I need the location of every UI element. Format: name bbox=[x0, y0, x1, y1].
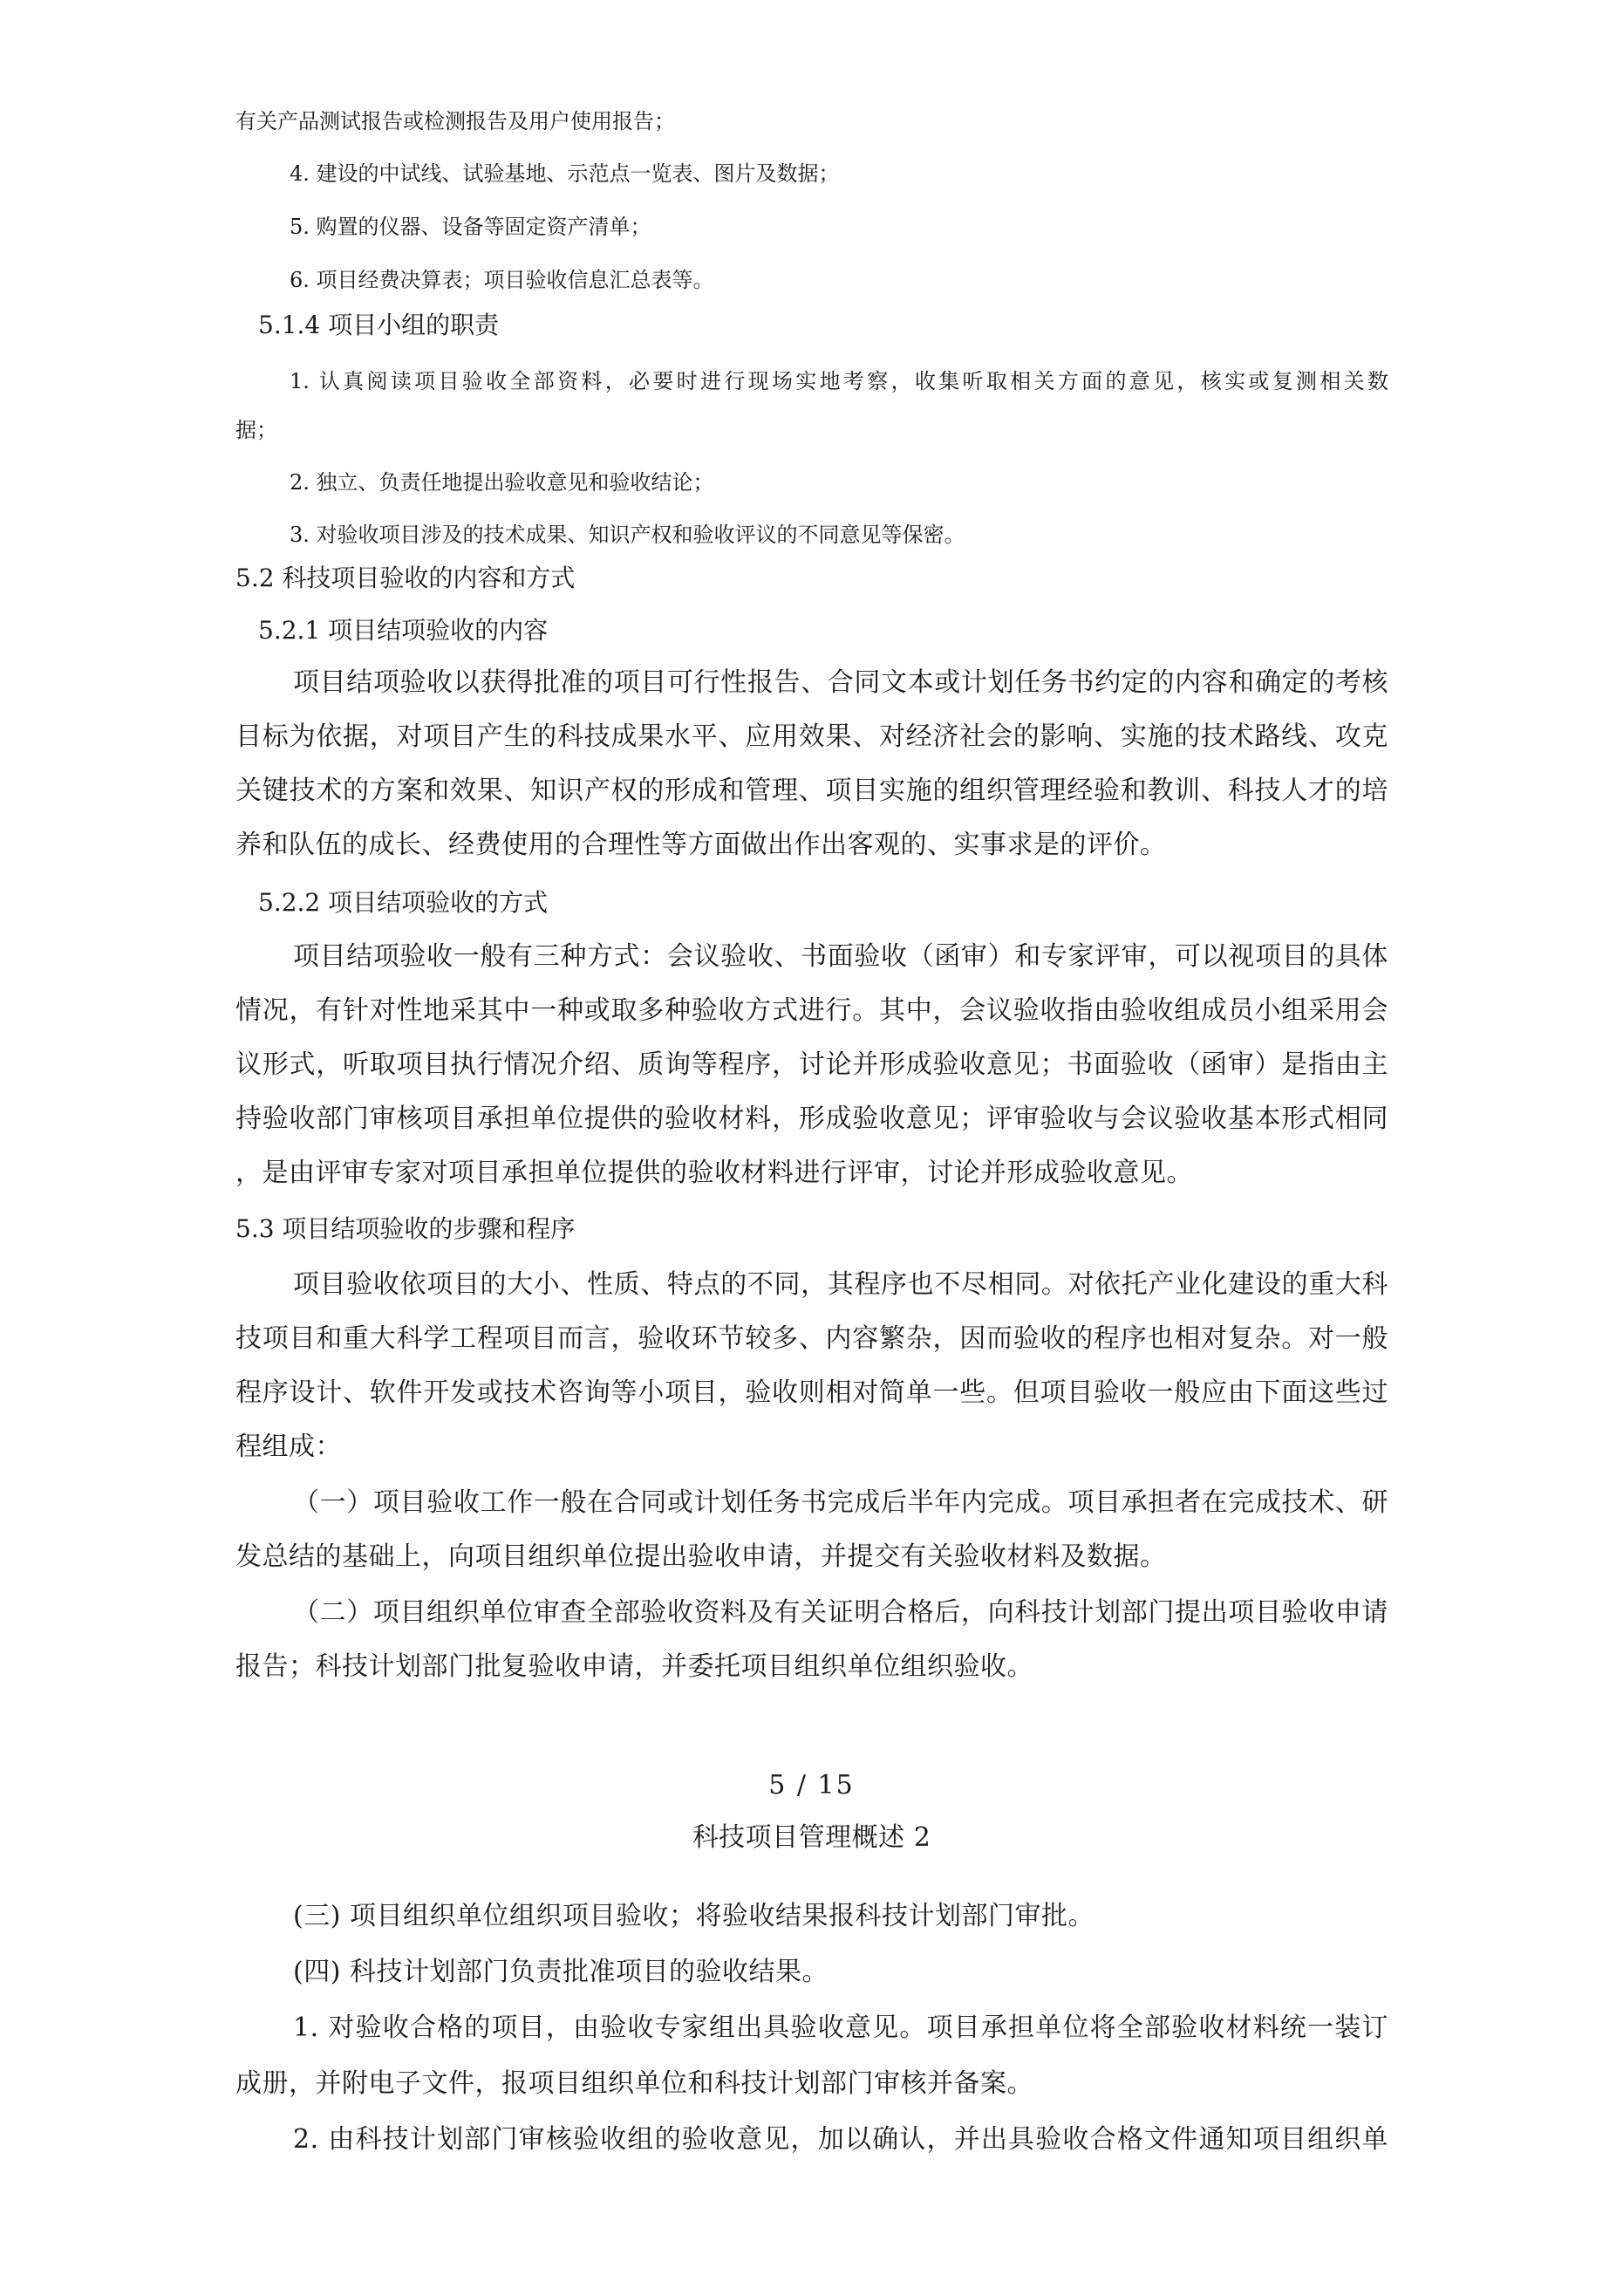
section-heading-5-2-1: 5.2.1 项目结项验收的内容 bbox=[258, 616, 549, 645]
paragraph-line: 程序设计、软件开发或技术咨询等小项目，验收则相对简单一些。但项目验收一般应由下面这些过 bbox=[235, 1377, 1388, 1408]
paragraph-line: （一）项目验收工作一般在合同或计划任务书完成后半年内完成。项目承担者在完成技术、研 bbox=[293, 1487, 1388, 1518]
list-item-1: 1. 认真阅读项目验收全部资料，必要时进行现场实地考察，收集听取相关方面的意见，核实或复测相关数 bbox=[290, 369, 1388, 393]
paragraph-line: 持验收部门审核项目承担单位提供的验收材料，形成验收意见；评审验收与会议验收基本形式相同 bbox=[235, 1104, 1388, 1134]
paragraph-line: 情况，有针对性地采其中一种或取多种验收方式进行。其中，会议验收指由验收组成员小组采用会 bbox=[235, 995, 1388, 1026]
text-line: 有关产品测试报告或检测报告及用户使用报告； bbox=[235, 109, 675, 133]
list-item-3: 3. 对验收项目涉及的技术成果、知识产权和验收评议的不同意见等保密。 bbox=[290, 523, 965, 547]
list-item-5: 5. 购置的仪器、设备等固定资产清单； bbox=[290, 215, 651, 239]
paragraph-line: 技项目和重大科学工程项目而言，验收环节较多、内容繁杂，因而验收的程序也相对复杂。对一般 bbox=[235, 1323, 1388, 1354]
paragraph-line: 2. 由科技计划部门审核验收组的验收意见，加以确认，并出具验收合格文件通知项目组织单 bbox=[293, 2124, 1388, 2155]
list-item-1-continued: 据； bbox=[235, 418, 277, 442]
paragraph-line: 项目结项验收以获得批准的项目可行性报告、合同文本或计划任务书约定的内容和确定的考核 bbox=[293, 667, 1388, 698]
section-heading-5-2-2: 5.2.2 项目结项验收的方式 bbox=[258, 888, 549, 917]
paragraph-line: 养和队伍的成长、经费使用的合理性等方面做出作出客观的、实事求是的评价。 bbox=[235, 830, 1167, 860]
paragraph-line: 关键技术的方案和效果、知识产权的形成和管理、项目实施的组织管理经验和教训、科技人才的培 bbox=[235, 776, 1388, 806]
section-heading-5-2: 5.2 科技项目验收的内容和方式 bbox=[235, 564, 576, 592]
paragraph-line: 项目结项验收一般有三种方式：会议验收、书面验收（函审）和专家评审，可以视项目的具体 bbox=[293, 941, 1388, 972]
step-four: (四) 科技计划部门负责批准项目的验收结果。 bbox=[293, 1957, 829, 1987]
section-heading-5-1-4: 5.1.4 项目小组的职责 bbox=[258, 311, 500, 339]
list-item-4: 4. 建设的中试线、试验基地、示范点一览表、图片及数据； bbox=[290, 161, 840, 186]
section-heading-5-3: 5.3 项目结项验收的步骤和程序 bbox=[235, 1214, 576, 1243]
paragraph-line: 项目验收依项目的大小、性质、特点的不同，其程序也不尽相同。对依托产业化建设的重大科 bbox=[293, 1269, 1388, 1300]
list-item-6: 6. 项目经费决算表；项目验收信息汇总表等。 bbox=[290, 268, 714, 292]
document-running-title: 科技项目管理概述 2 bbox=[692, 1822, 931, 1853]
list-item-2: 2. 独立、负责任地提出验收意见和验收结论； bbox=[290, 470, 714, 495]
paragraph-line: ，是由评审专家对项目承担单位提供的验收材料进行评审，讨论并形成验收意见。 bbox=[235, 1158, 1193, 1188]
paragraph-line: 1. 对验收合格的项目，由验收专家组出具验收意见。项目承担单位将全部验收材料统一装订 bbox=[293, 2012, 1388, 2043]
paragraph-line: 成册，并附电子文件，报项目组织单位和科技计划部门审核并备案。 bbox=[235, 2068, 1033, 2099]
paragraph-line: 议形式，听取项目执行情况介绍、质询等程序，讨论并形成验收意见；书面验收（函审）是指由主 bbox=[235, 1049, 1388, 1080]
paragraph-line: 报告；科技计划部门批复验收申请，并委托项目组织单位组织验收。 bbox=[235, 1651, 1033, 1682]
page-number: 5 / 15 bbox=[768, 1770, 855, 1801]
paragraph-line: （二）项目组织单位审查全部验收资料及有关证明合格后，向科技计划部门提出项目验收申请 bbox=[293, 1597, 1388, 1628]
paragraph-line: 程组成： bbox=[235, 1432, 342, 1462]
paragraph-line: 目标为依据，对项目产生的科技成果水平、应用效果、对经济社会的影响、实施的技术路线、攻克 bbox=[235, 721, 1388, 752]
step-three: (三) 项目组织单位组织项目验收；将验收结果报科技计划部门审批。 bbox=[293, 1901, 1095, 1931]
paragraph-line: 发总结的基础上，向项目组织单位提出验收申请，并提交有关验收材料及数据。 bbox=[235, 1541, 1167, 1572]
